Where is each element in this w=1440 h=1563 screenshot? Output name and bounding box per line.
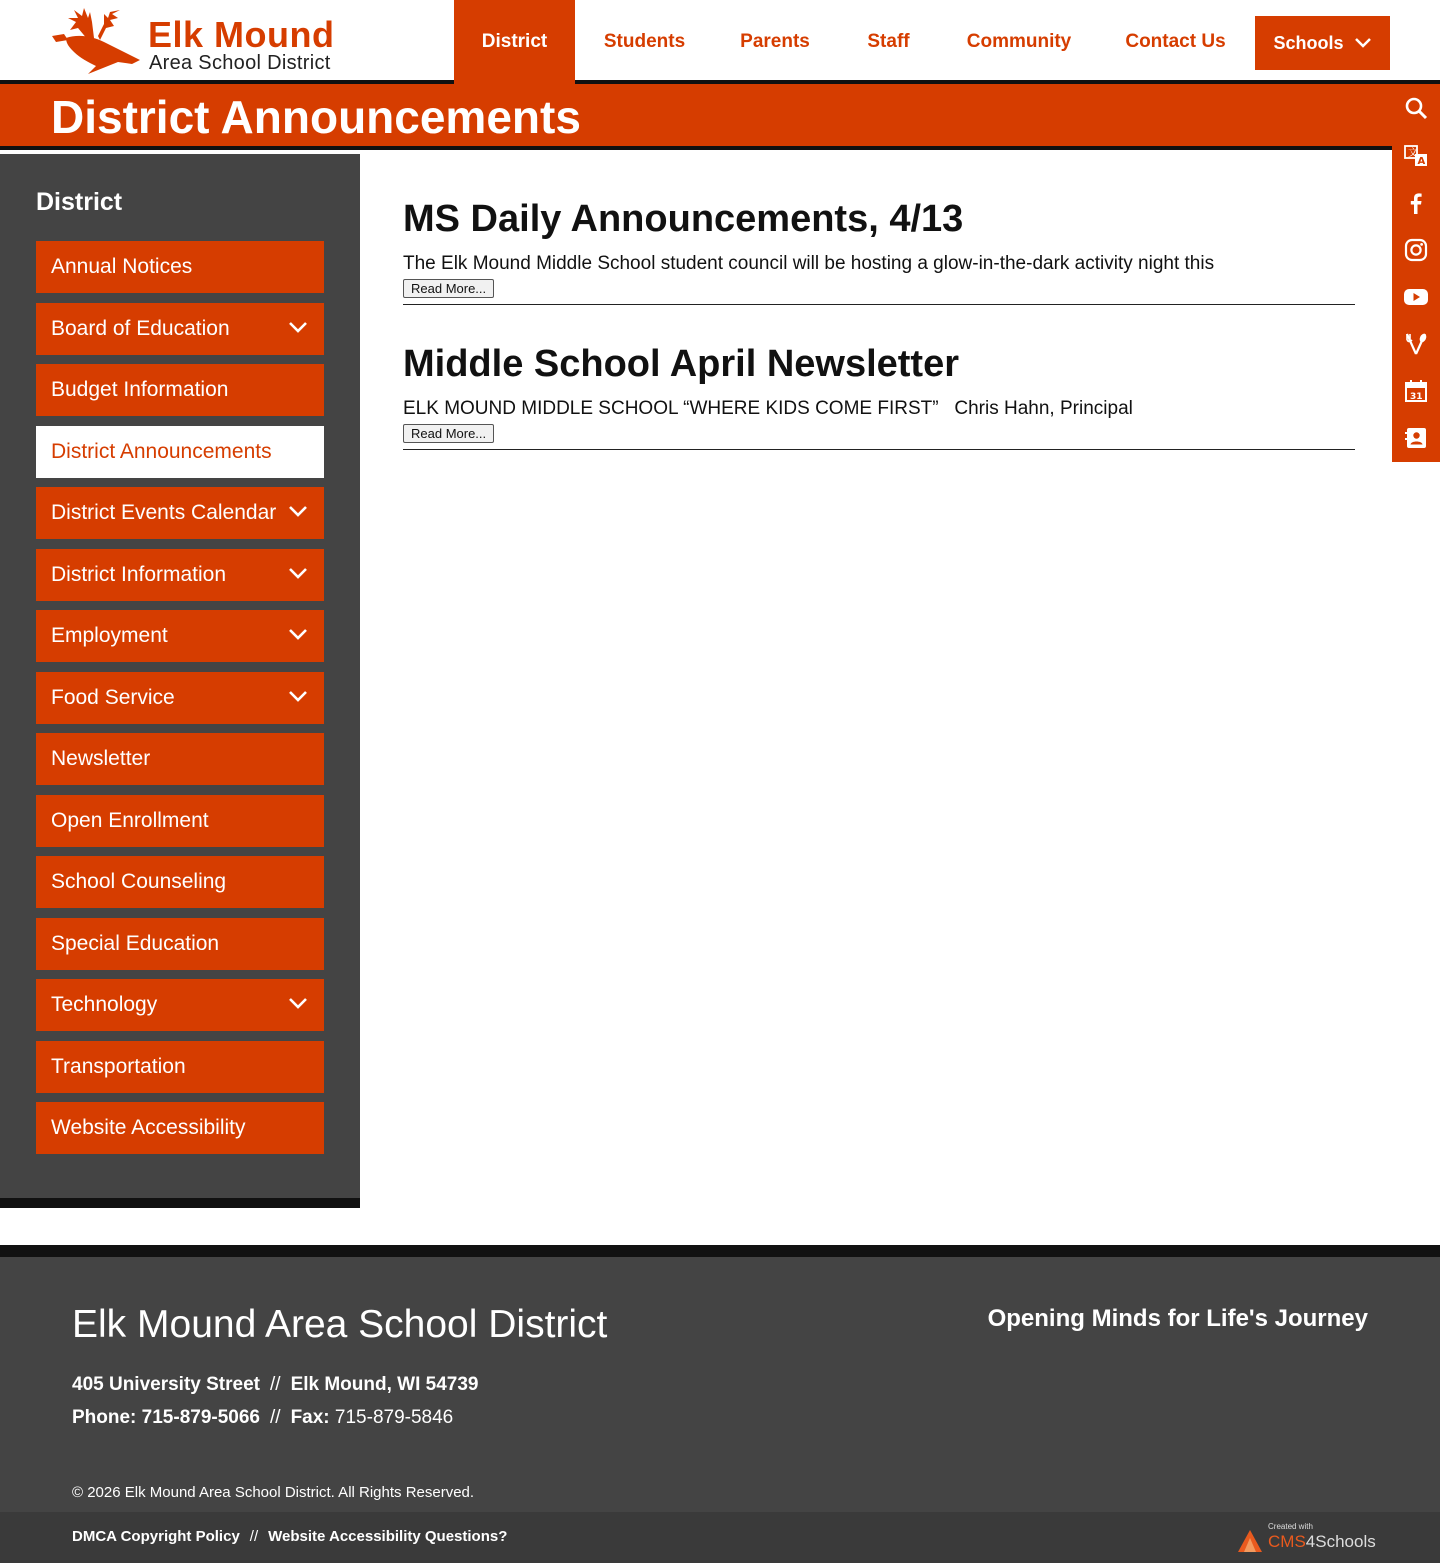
accessibility-questions-link[interactable]: Website Accessibility Questions? [268,1528,508,1545]
footer-address [72,1374,479,1396]
schools-label: Schools [1273,32,1344,53]
sidebar-item-label: Board of Education [51,316,230,340]
sidebar-item-label: Food Service [51,685,175,709]
read-more-button[interactable]: Read More... [403,279,494,298]
footer-contact [72,1407,453,1429]
cms-name-part: 4 [1305,1532,1316,1551]
sidebar-item-label: Special Education [51,931,220,955]
main-nav [454,0,1254,80]
copyright: © 2026 Elk Mound Area School District. All Rights Reserved. [72,1484,475,1501]
phone-number[interactable]: 715-879-5066 [141,1407,260,1428]
svg-text:31: 31 [1410,392,1423,402]
sidebar-item-label: Open Enrollment [51,808,209,832]
sidebar-item-budget-information[interactable] [36,364,324,416]
schools-dropdown-button[interactable] [1255,16,1390,70]
lunch-menu-icon[interactable] [1392,322,1440,366]
sidebar-item-label: Budget Information [51,378,229,401]
search-icon[interactable] [1392,86,1440,130]
sidebar-item-school-counseling[interactable] [36,856,324,908]
district-logo[interactable] [48,6,338,76]
phone-label: Phone: [72,1407,137,1428]
sidebar-item-label: District Announcements [51,439,272,463]
sidebar-item-newsletter[interactable] [36,733,324,785]
footer-district-name: Elk Mound Area School District [72,1303,608,1346]
quick-links-rail [1392,84,1440,462]
sidebar-item-district-information[interactable] [36,549,324,601]
sidebar-item-label: Website Accessibility [51,1116,246,1139]
cms-name [1268,1532,1376,1552]
page-title: District Announcements [51,91,581,143]
nav-contact-us[interactable]: Contact Us [1125,31,1226,52]
cms4schools-badge[interactable] [1236,1522,1376,1556]
sidebar-item-employment[interactable] [36,610,324,662]
announcement-excerpt: ELK MOUND MIDDLE SCHOOL “WHERE KIDS COME FIRST” Chris Hahn, Principal [403,398,1133,419]
svg-text:文: 文 [1408,148,1418,159]
sidebar-item-food-service[interactable] [36,672,324,724]
page-title-band [0,84,1392,150]
calendar-icon[interactable] [1392,369,1440,413]
chevron-down-icon[interactable] [288,689,308,703]
sidebar-heading: District [36,188,123,216]
fax-label: Fax: [290,1407,330,1428]
nav-community[interactable]: Community [966,31,1072,52]
sidebar-item-label: Transportation [51,1054,186,1078]
footer-city: Elk Mound, WI 54739 [290,1374,479,1395]
sidebar-item-label: Newsletter [51,747,151,770]
sidebar-item-district-events-calendar[interactable] [36,487,324,539]
translate-icon[interactable] [1392,134,1440,178]
youtube-icon[interactable] [1392,275,1440,319]
footer-separator: // [249,1528,259,1545]
directory-icon[interactable] [1392,416,1440,460]
elk-logo-icon [48,8,144,76]
announcement-item [403,194,1355,305]
nav-students[interactable]: Students [603,31,686,52]
sidebar-item-transportation[interactable] [36,1041,324,1093]
chevron-down-icon[interactable] [288,627,308,641]
chevron-down-icon[interactable] [288,320,308,334]
sidebar-item-open-enrollment[interactable] [36,795,324,847]
sidebar-item-annual-notices[interactable] [36,241,324,293]
nav-parents[interactable]: Parents [740,31,810,52]
nav-district[interactable]: District [454,0,575,84]
sidebar-item-website-accessibility[interactable] [36,1102,324,1154]
svg-text:A: A [1417,156,1426,167]
footer-street: 405 University Street [72,1374,260,1395]
footer-bottom-bar [0,1512,1440,1563]
sidebar-item-board-of-education[interactable] [36,303,324,355]
announcements-list [403,194,1355,484]
sidebar-item-special-education[interactable] [36,918,324,970]
cms4schools-logo-icon [1236,1528,1264,1554]
logo-title: Elk Mound [148,14,335,55]
sidebar-nav [36,241,324,1164]
site-footer [0,1245,1440,1563]
site-header [0,0,1440,84]
facebook-icon[interactable] [1392,181,1440,225]
sidebar-item-label: Employment [51,624,168,647]
sidebar-item-label: Annual Notices [51,255,193,278]
instagram-icon[interactable] [1392,228,1440,272]
cms-name-part: Schools [1315,1532,1376,1551]
sidebar-item-label: District Information [51,562,227,586]
sidebar [0,154,360,1208]
footer-motto: Opening Minds for Life's Journey [987,1305,1368,1332]
sidebar-item-label: Technology [51,993,158,1016]
sidebar-item-label: School Counseling [51,870,227,893]
footer-links [72,1528,507,1545]
footer-separator: // [270,1407,281,1428]
cms-name-part: CMS [1268,1532,1306,1551]
chevron-down-icon[interactable] [288,996,308,1010]
sidebar-item-label: District Events Calendar [51,501,277,524]
nav-staff[interactable]: Staff [867,31,910,52]
announcement-title[interactable]: Middle School April Newsletter [403,343,960,385]
footer-separator: // [270,1374,281,1395]
sidebar-item-technology[interactable] [36,979,324,1031]
chevron-down-icon[interactable] [288,566,308,580]
chevron-down-icon [1354,37,1372,49]
fax-number: 715-879-5846 [334,1407,454,1428]
dmca-link[interactable]: DMCA Copyright Policy [72,1528,240,1545]
read-more-button[interactable]: Read More... [403,424,494,443]
announcement-excerpt: The Elk Mound Middle School student council will be hosting a glow-in-the-dark activity night this [403,253,1215,274]
chevron-down-icon[interactable] [288,504,308,518]
cms-created-with: Created with [1268,1522,1313,1531]
logo-subtitle: Area School District [149,52,331,74]
announcement-item [403,339,1355,450]
announcement-title[interactable]: MS Daily Announcements, 4/13 [403,198,964,240]
sidebar-item-district-announcements[interactable] [36,426,324,478]
